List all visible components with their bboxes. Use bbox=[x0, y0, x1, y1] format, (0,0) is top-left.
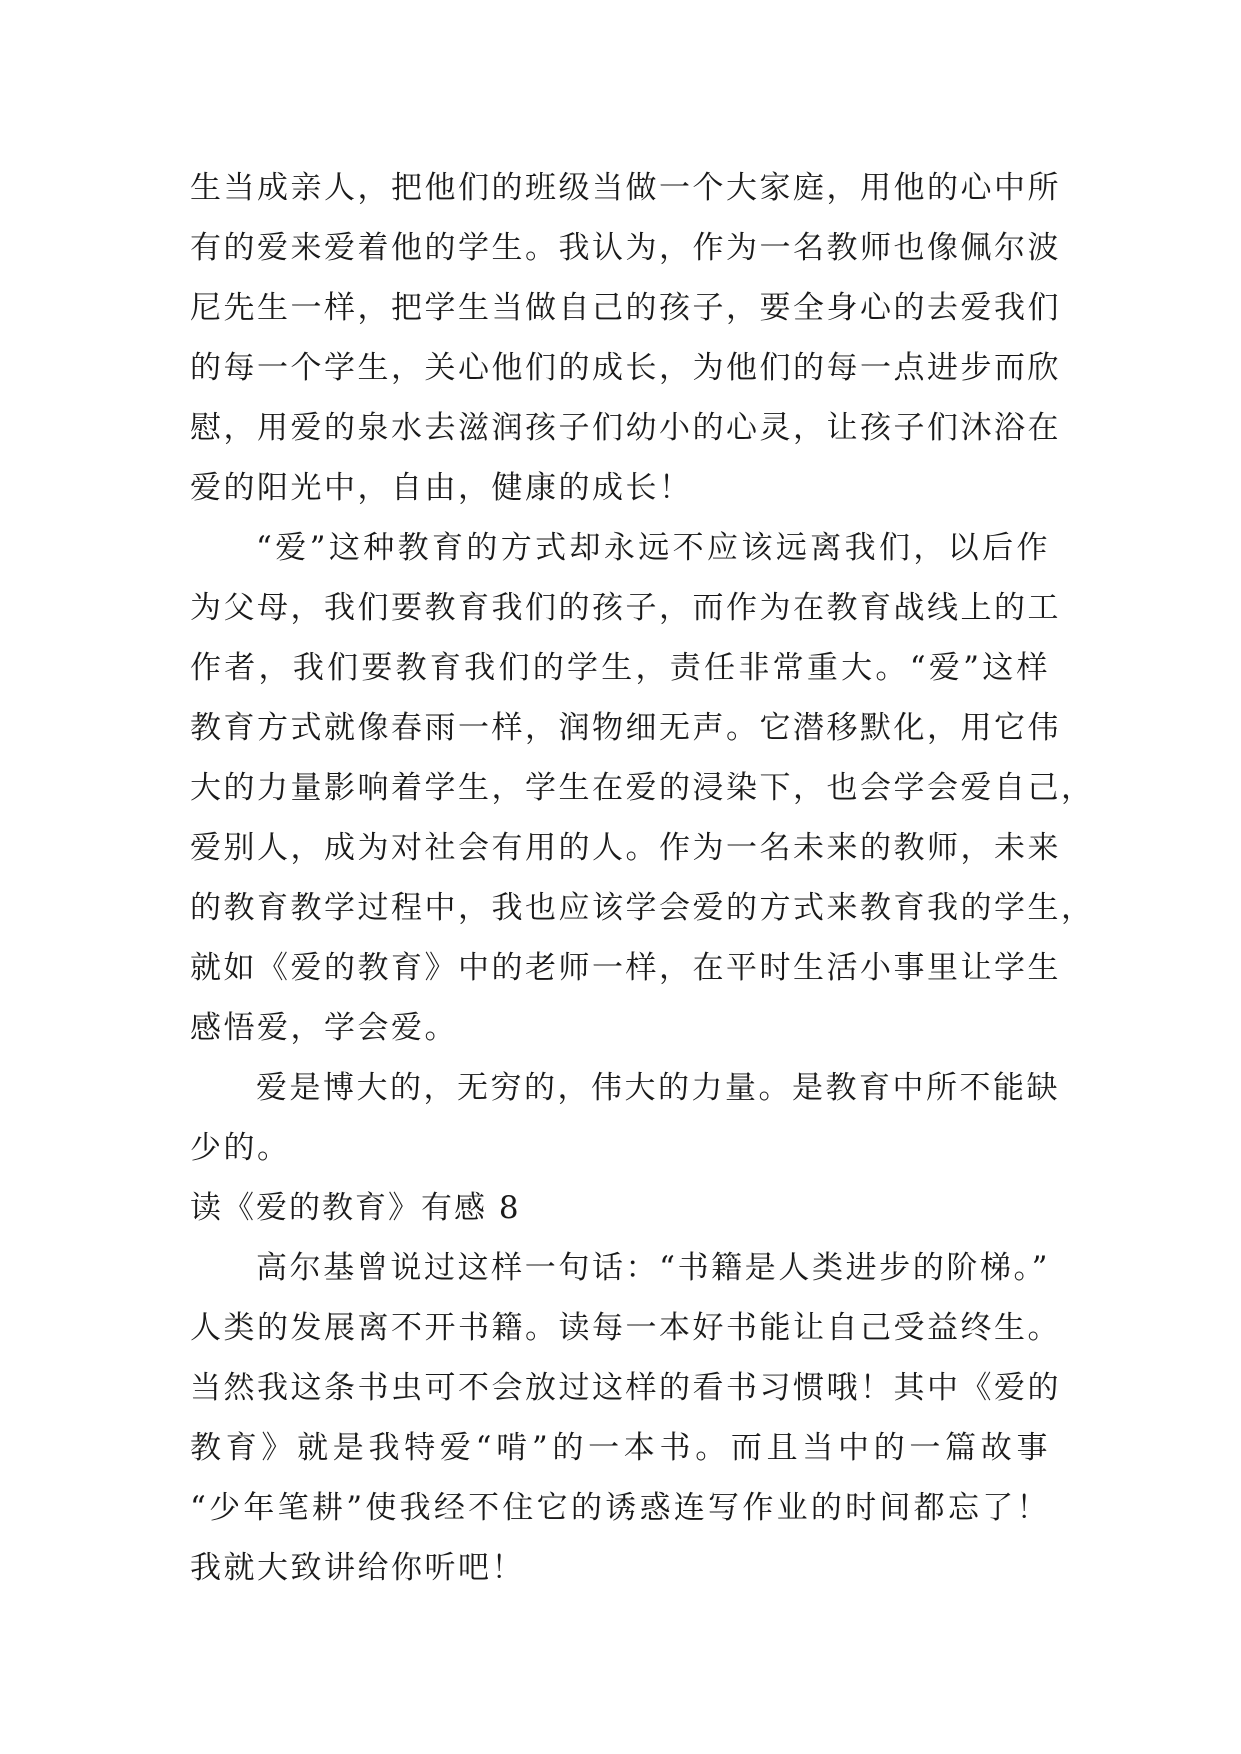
paragraph-4 bbox=[190, 1238, 1061, 1598]
text-line: 作者，我们要教育我们的学生，责任非常重大。“爱”这样 bbox=[190, 650, 1050, 686]
text-line: 当然我这条书虫可不会放过这样的看书习惯哦！其中《爱的 bbox=[190, 1370, 1061, 1406]
paragraph-2 bbox=[190, 518, 1095, 1058]
text-line: 为父母，我们要教育我们的孩子，而作为在教育战线上的工 bbox=[190, 590, 1061, 626]
text-line: 的教育教学过程中，我也应该学会爱的方式来教育我的学生， bbox=[190, 890, 1095, 926]
text-line: 高尔基曾说过这样一句话：“书籍是人类进步的阶梯。” bbox=[256, 1250, 1050, 1286]
text-line: 尼先生一样，把学生当做自己的孩子，要全身心的去爱我们 bbox=[190, 290, 1061, 326]
section-heading: 读《爱的教育》有感 8 bbox=[190, 1190, 521, 1226]
text-line: 有的爱来爱着他的学生。我认为，作为一名教师也像佩尔波 bbox=[190, 230, 1061, 266]
text-line: 少的。 bbox=[190, 1130, 291, 1166]
text-line: 就如《爱的教育》中的老师一样，在平时生活小事里让学生 bbox=[190, 950, 1061, 986]
text-line: 教育》就是我特爱“啃”的一本书。而且当中的一篇故事 bbox=[190, 1430, 1050, 1466]
text-line: 人类的发展离不开书籍。读每一本好书能让自己受益终生。 bbox=[190, 1310, 1061, 1346]
text-line: “少年笔耕”使我经不住它的诱惑连写作业的时间都忘了！ bbox=[190, 1490, 1050, 1526]
text-line: 我就大致讲给你听吧！ bbox=[190, 1550, 525, 1586]
text-line: 的每一个学生，关心他们的成长，为他们的每一点进步而欣 bbox=[190, 350, 1061, 386]
text-line: 生当成亲人，把他们的班级当做一个大家庭，用他的心中所 bbox=[190, 170, 1061, 206]
paragraph-3 bbox=[190, 1058, 1060, 1178]
text-line: 教育方式就像春雨一样，润物细无声。它潜移默化，用它伟 bbox=[190, 710, 1061, 746]
document-page bbox=[190, 158, 1095, 1598]
text-line: 爱别人，成为对社会有用的人。作为一名未来的教师，未来 bbox=[190, 830, 1061, 866]
text-line: 感悟爱，学会爱。 bbox=[190, 1010, 458, 1046]
text-line: 爱的阳光中，自由，健康的成长！ bbox=[190, 470, 693, 506]
text-line: 慰，用爱的泉水去滋润孩子们幼小的心灵，让孩子们沐浴在 bbox=[190, 410, 1061, 446]
paragraph-1 bbox=[190, 158, 1061, 518]
text-line: 爱是博大的，无穷的，伟大的力量。是教育中所不能缺 bbox=[256, 1070, 1060, 1106]
text-line: 大的力量影响着学生，学生在爱的浸染下，也会学会爱自己， bbox=[190, 770, 1095, 806]
text-line: “爱”这种教育的方式却永远不应该远离我们，以后作 bbox=[256, 530, 1050, 566]
